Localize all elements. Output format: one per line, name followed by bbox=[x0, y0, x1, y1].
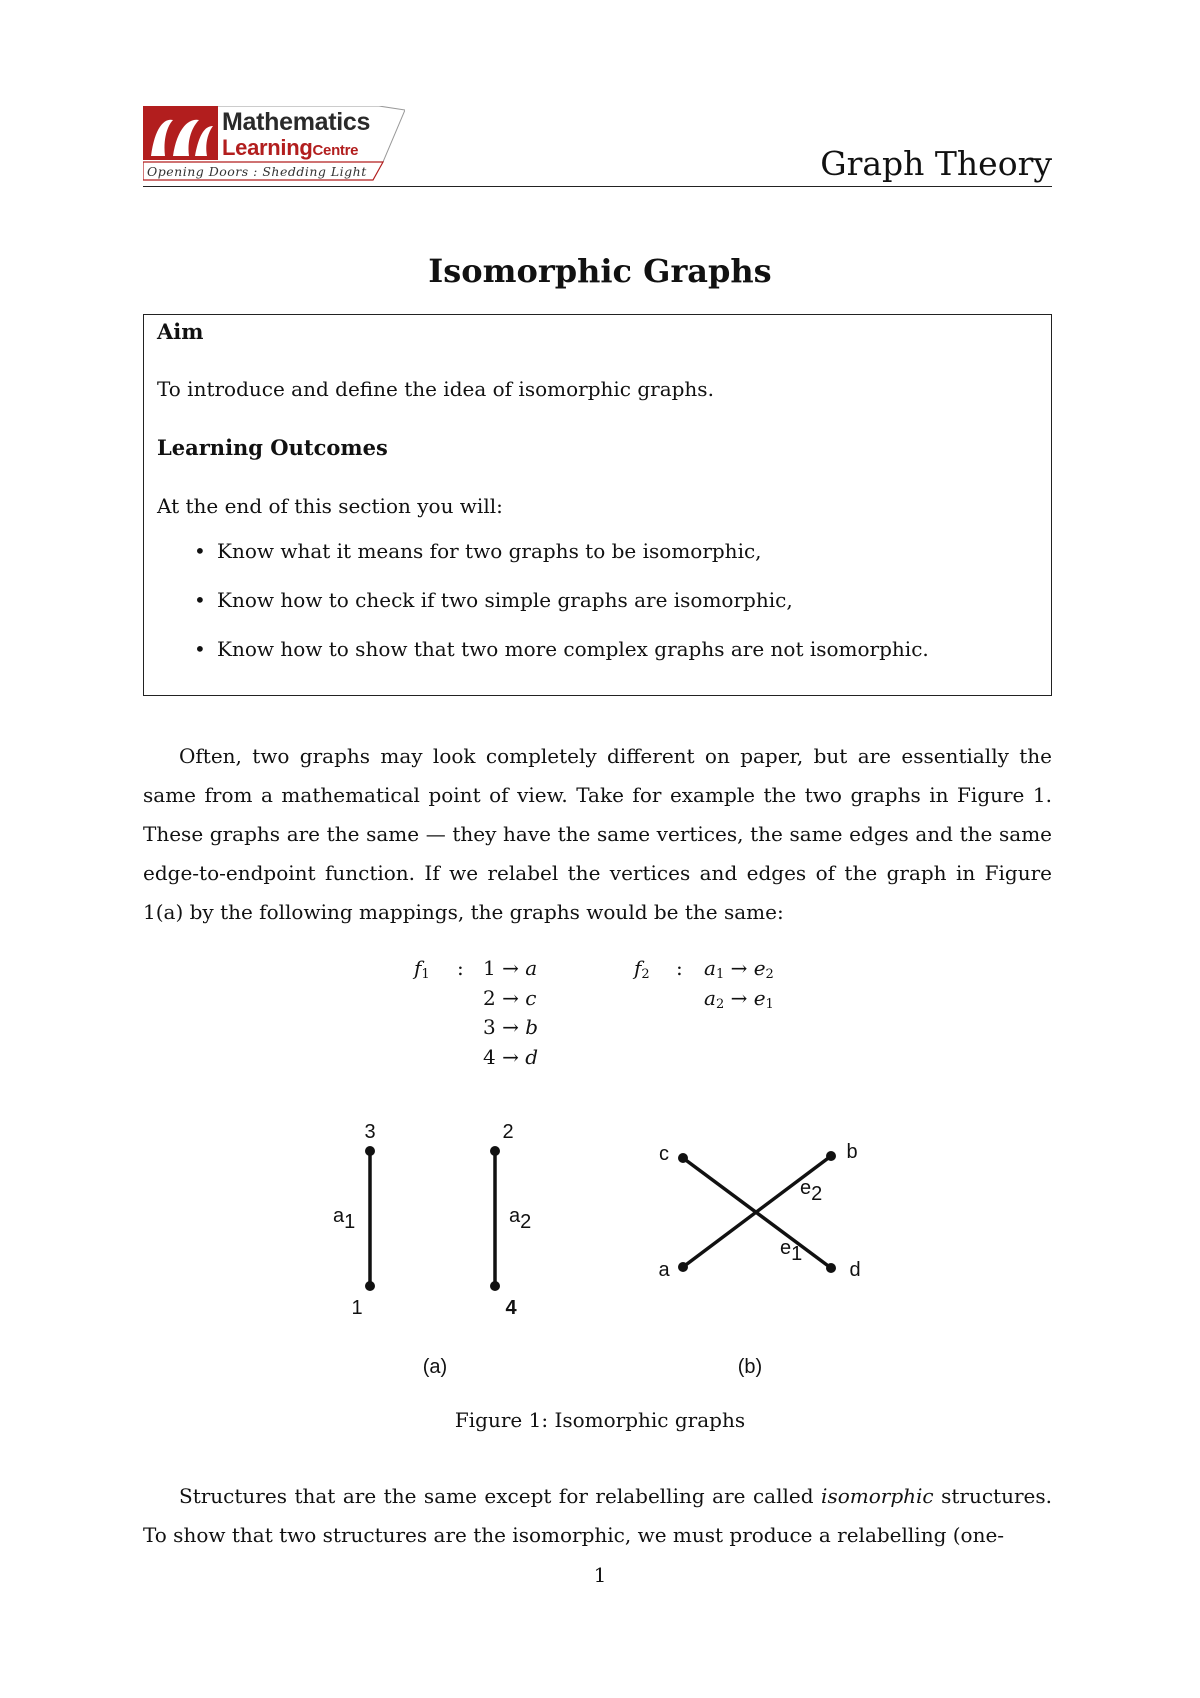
paragraph-structures-part1: Structures that are the same except for relabelling are called bbox=[179, 1484, 822, 1508]
mapping-f1-row bbox=[483, 986, 536, 1010]
graph-a-label-3: 3 bbox=[364, 1121, 376, 1143]
graph-a-vertex-4 bbox=[490, 1281, 500, 1291]
map-to: d bbox=[525, 1045, 539, 1069]
graph-b bbox=[658, 1141, 860, 1378]
graph-a-edge-label-a1 bbox=[333, 1205, 355, 1233]
map-from: a bbox=[704, 956, 716, 980]
graph-a bbox=[333, 1121, 531, 1378]
outcomes-list bbox=[194, 539, 929, 686]
mapping-f2 bbox=[634, 956, 650, 982]
mapping-f1-colon: : bbox=[457, 956, 464, 980]
mapping-f1-sub: 1 bbox=[421, 967, 430, 982]
edge-label-sub: 1 bbox=[791, 1243, 803, 1265]
figure-1 bbox=[0, 1100, 1200, 1400]
map-from: 1 bbox=[483, 956, 496, 980]
logo-text-learning bbox=[222, 135, 358, 161]
edge-label: a bbox=[509, 1205, 521, 1227]
edge-label: a bbox=[333, 1205, 345, 1227]
bullet-icon: • bbox=[194, 637, 206, 661]
map-to: e bbox=[753, 986, 766, 1010]
graph-a-label-4: 4 bbox=[505, 1297, 517, 1319]
outcome-text: Know how to show that two more complex graphs are not isomorphic. bbox=[217, 637, 929, 661]
graph-b-edge-label-e2 bbox=[800, 1177, 822, 1205]
mapping-f2-name: f bbox=[634, 956, 642, 980]
outcome-text: Know what it means for two graphs to be isomorphic, bbox=[217, 539, 762, 563]
map-from-sub: 1 bbox=[715, 967, 725, 982]
map-to: a bbox=[525, 956, 538, 980]
outcomes-heading: Learning Outcomes bbox=[157, 435, 388, 460]
mapping-f1-row bbox=[483, 956, 537, 980]
paragraph-structures bbox=[143, 1477, 1052, 1555]
mapping-f2-row bbox=[704, 986, 774, 1012]
logo-text-learning-word: Learning bbox=[222, 135, 313, 160]
graph-a-vertex-2 bbox=[490, 1146, 500, 1156]
aim-text: To introduce and define the idea of isomorphic graphs. bbox=[157, 377, 714, 401]
header-rule bbox=[143, 186, 1052, 187]
list-item bbox=[194, 539, 929, 588]
logo-text-centre: Centre bbox=[312, 142, 359, 159]
paragraph-structures-part2: structures. To show that two structures are the isomorphic, we must produce a relabelling (one- bbox=[143, 1484, 1052, 1547]
mapping-f2-sub: 2 bbox=[641, 967, 650, 982]
graph-b-vertex-c bbox=[678, 1153, 688, 1163]
graph-a-edge-label-a2 bbox=[509, 1205, 531, 1233]
map-from: 2 bbox=[483, 986, 496, 1010]
page-number: 1 bbox=[593, 1563, 607, 1587]
mapping-f1-name: f bbox=[414, 956, 422, 980]
mapping-f1-row bbox=[483, 1045, 538, 1069]
mapping-f1 bbox=[414, 956, 430, 982]
map-from-sub: 2 bbox=[715, 997, 725, 1012]
logo-tagline: Opening Doors : Shedding Light bbox=[147, 164, 367, 179]
map-to-sub: 2 bbox=[765, 967, 774, 982]
logo-text-mathematics: Mathematics bbox=[222, 108, 371, 136]
list-item bbox=[194, 637, 929, 686]
aim-box bbox=[143, 314, 1052, 696]
arrow-icon: → bbox=[730, 956, 748, 980]
graph-b-vertex-d bbox=[826, 1263, 836, 1273]
map-to: e bbox=[753, 956, 766, 980]
arrow-icon: → bbox=[730, 986, 748, 1010]
edge-label: e bbox=[800, 1177, 812, 1199]
graph-a-label-1: 1 bbox=[351, 1297, 363, 1319]
mlc-logo bbox=[143, 106, 405, 186]
graph-b-edge-label-e1 bbox=[780, 1237, 802, 1265]
map-from: a bbox=[704, 986, 716, 1010]
paragraph-structures-emphasis: isomorphic bbox=[821, 1484, 934, 1508]
map-from: 3 bbox=[483, 1015, 496, 1039]
outcome-text: Know how to check if two simple graphs are isomorphic, bbox=[217, 588, 793, 612]
graph-b-label-b: b bbox=[846, 1141, 858, 1163]
mapping-f2-colon: : bbox=[676, 956, 683, 980]
list-item bbox=[194, 588, 929, 637]
page-title: Isomorphic Graphs bbox=[428, 252, 772, 290]
arrow-icon: → bbox=[502, 1015, 519, 1039]
aim-heading: Aim bbox=[157, 319, 204, 344]
section-title: Graph Theory bbox=[820, 144, 1052, 183]
graph-a-vertex-3 bbox=[365, 1146, 375, 1156]
paragraph-intro: Often, two graphs may look completely different on paper, but are essentially the same from a mathematical point of view. Take for example the two graphs in Figure 1. These graphs are the same — they have the same vertices, the same edges and the same edge-to-endpoint function. If we relabel the vertices and edges of the graph in Figure 1(a) by the following mappings, the graphs would be the same: bbox=[143, 744, 1052, 924]
map-from: 4 bbox=[483, 1045, 496, 1069]
graph-a-sublabel: (a) bbox=[422, 1356, 448, 1378]
map-to-sub: 1 bbox=[765, 997, 774, 1012]
bullet-icon: • bbox=[194, 588, 206, 612]
graph-a-label-2: 2 bbox=[502, 1121, 514, 1143]
map-to: b bbox=[525, 1015, 539, 1039]
arrow-icon: → bbox=[502, 956, 519, 980]
outcomes-intro: At the end of this section you will: bbox=[157, 494, 503, 518]
graph-b-vertex-a bbox=[678, 1262, 688, 1272]
figure-caption: Figure 1: Isomorphic graphs bbox=[454, 1408, 746, 1432]
graph-b-vertex-b bbox=[826, 1151, 836, 1161]
mapping-f1-row bbox=[483, 1015, 538, 1039]
arrow-icon: → bbox=[502, 1045, 519, 1069]
graph-a-vertex-1 bbox=[365, 1281, 375, 1291]
graph-b-label-d: d bbox=[849, 1259, 861, 1281]
edge-label-sub: 2 bbox=[811, 1183, 823, 1205]
mapping-f2-row bbox=[704, 956, 774, 982]
graph-b-label-c: c bbox=[659, 1143, 669, 1165]
edge-label-sub: 1 bbox=[344, 1211, 356, 1233]
map-to: c bbox=[525, 986, 537, 1010]
edge-label: e bbox=[780, 1237, 792, 1259]
graph-b-sublabel: (b) bbox=[737, 1356, 763, 1378]
edge-label-sub: 2 bbox=[520, 1211, 532, 1233]
arrow-icon: → bbox=[502, 986, 519, 1010]
graph-b-label-a: a bbox=[658, 1259, 670, 1281]
bullet-icon: • bbox=[194, 539, 206, 563]
